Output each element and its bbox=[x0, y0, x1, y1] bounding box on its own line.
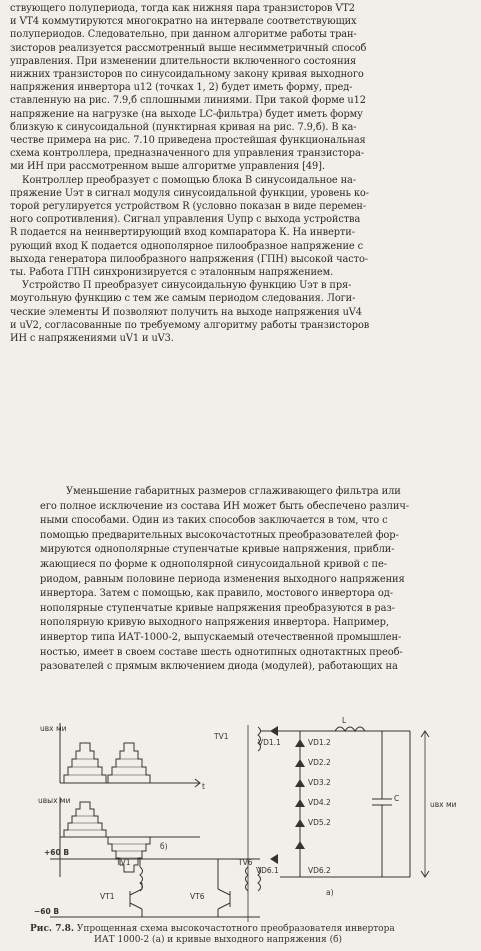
diode-label: VD5.2 bbox=[308, 818, 331, 827]
capacitor-label: C bbox=[394, 794, 400, 803]
lower-text-block bbox=[40, 485, 470, 675]
uvyx-label: uвых ми bbox=[38, 796, 71, 805]
text-line: Контроллер преобразует с помощью блока В синусоидальное на- bbox=[22, 174, 356, 186]
text-line: его полное исключение из состава ИН может быть обеспечено различ- bbox=[40, 500, 409, 512]
text-line: торой регулируется устройством R (условно показан в виде перемен- bbox=[10, 201, 367, 213]
text-line: помощью предварительных высокочастотных преобразователей фор- bbox=[40, 529, 399, 541]
text-line: ческие элементы И позволяют получить на выходе напряжения uV4 bbox=[10, 306, 362, 318]
text-line: ностью, имеет в своем составе шесть однотипных однотактных преоб- bbox=[40, 646, 403, 658]
text-line: полупериодов. Следовательно, при данном алгоритме работы тран- bbox=[10, 29, 357, 41]
upper-text-block bbox=[10, 2, 472, 345]
figure-7-8 bbox=[30, 717, 470, 927]
diode-label: VD1.2 bbox=[308, 738, 331, 747]
diode-label: VD1.1 bbox=[258, 738, 281, 747]
text-line: Уменьшение габаритных размеров сглаживающего фильтра или bbox=[66, 486, 401, 497]
ubx-right-label: uвх ми bbox=[430, 800, 457, 809]
vt1-label: VT1 bbox=[100, 892, 115, 901]
circuit-and-waveforms-drawing bbox=[30, 717, 470, 927]
uvx-label: uвх ми bbox=[40, 724, 67, 733]
text-line: ми ИН при рассмотренном выше алгоритме управления [49]. bbox=[10, 161, 325, 173]
caption-number: Рис. 7.8. bbox=[30, 924, 74, 934]
text-line: рующий вход К подается однополярное пилообразное напряжение с bbox=[10, 240, 364, 252]
text-line: близкую к синусоидальной (пунктирная кривая на рис. 7.9,б). В ка- bbox=[10, 121, 357, 133]
diode-label: VD6.2 bbox=[308, 866, 331, 875]
text-line: моугольную функцию с тем же самым периодом следования. Логи- bbox=[10, 293, 356, 305]
text-line: честве примера на рис. 7.10 приведена простейшая функциональная bbox=[10, 135, 366, 147]
text-line: и uV2, согласованные по требуемому алгоритму работы транзисторов bbox=[10, 319, 370, 331]
text-line: ными способами. Один из таких способов заключается в том, что с bbox=[40, 515, 388, 527]
text-line: Устройство П преобразует синусоидальную функцию Uэт в пря- bbox=[22, 280, 352, 292]
text-line: выхода генератора пилообразного напряжения (ГПН) высокой часто- bbox=[10, 253, 368, 265]
text-line: нижних транзисторов по синусоидальному закону кривая выходного bbox=[10, 69, 364, 81]
text-line: инвертора. Затем с помощью, как правило, мостового инвертора од- bbox=[40, 588, 393, 600]
diode-label: VD6.1 bbox=[256, 866, 279, 875]
inductor-label: L bbox=[342, 717, 347, 725]
plus60-label: +60 В bbox=[44, 848, 70, 857]
t-axis-label: t bbox=[202, 782, 205, 791]
tv1-label: TV1 bbox=[116, 858, 131, 867]
text-line: жающиеся по форме к однополярной синусоидальной кривой с пе- bbox=[40, 558, 388, 570]
figure-caption bbox=[30, 924, 470, 946]
text-line: ты. Работа ГПН синхронизируется с эталонным напряжением. bbox=[10, 267, 334, 279]
text-line: ставленную на рис. 7.9,б сплошными линиями. При такой форме u12 bbox=[10, 95, 366, 107]
text-line: ствующего полупериода, тогда как нижняя пара транзисторов VT2 bbox=[10, 3, 355, 14]
caption-line-2: ИАТ 1000-2 (а) и кривые выходного напряжения (б) bbox=[94, 935, 343, 945]
panel-b-label: б) bbox=[160, 842, 168, 851]
diode-label: VD2.2 bbox=[308, 758, 331, 767]
text-line: разователей с прямым включением диода (модулей), работающих на bbox=[40, 661, 398, 673]
diode-label: VD4.2 bbox=[308, 798, 331, 807]
text-line: ИН с напряжениями uV1 и uV3. bbox=[10, 333, 174, 345]
text-line: мируются однополярные ступенчатые кривые напряжения, прибли- bbox=[40, 544, 395, 556]
tv1-top-label: TV1 bbox=[214, 732, 229, 741]
vt6-label: VT6 bbox=[190, 892, 205, 901]
text-line: нополярную кривую выходного напряжения инвертора. Например, bbox=[40, 617, 389, 629]
diode-label: VD3.2 bbox=[308, 778, 331, 787]
text-line: напряжения инвертора u12 (точках 1, 2) будет иметь форму, пред- bbox=[10, 82, 353, 94]
text-line: ного сопротивления). Сигнал управления Uупр с выхода устройства bbox=[10, 214, 361, 226]
text-line: и VT4 коммутируются многократно на интервале соответствующих bbox=[10, 16, 357, 28]
text-line: R подается на неинвертирующий вход компаратора К. На инверти- bbox=[10, 227, 355, 239]
text-line: напряжение на нагрузке (на выходе LC-фильтра) будет иметь форму bbox=[10, 108, 363, 120]
text-line: управления. При изменении длительности включенного состояния bbox=[10, 55, 357, 67]
text-line: нополярные ступенчатые кривые напряжения преобразуются в раз- bbox=[40, 602, 395, 614]
caption-line-1: Упрощенная схема высокочастотного преобразователя инвертора bbox=[76, 924, 395, 934]
text-line: инвертор типа ИАТ-1000-2, выпускаемый отечественной промышлен- bbox=[40, 631, 402, 643]
minus60-label: −60 В bbox=[34, 907, 60, 916]
tv6-label: TV6 bbox=[238, 858, 253, 867]
panel-a-label: а) bbox=[326, 888, 334, 897]
text-line: зисторов реализуется рассмотренный выше несимметричный способ bbox=[10, 42, 367, 54]
text-line: риодом, равным половине периода изменения выходного напряжения bbox=[40, 573, 405, 585]
text-line: схема контроллера, предназначенного для управления транзистора- bbox=[10, 148, 364, 160]
text-line: пряжение Uэт в сигнал модуля синусоидальной функции, уровень ко- bbox=[10, 187, 369, 199]
